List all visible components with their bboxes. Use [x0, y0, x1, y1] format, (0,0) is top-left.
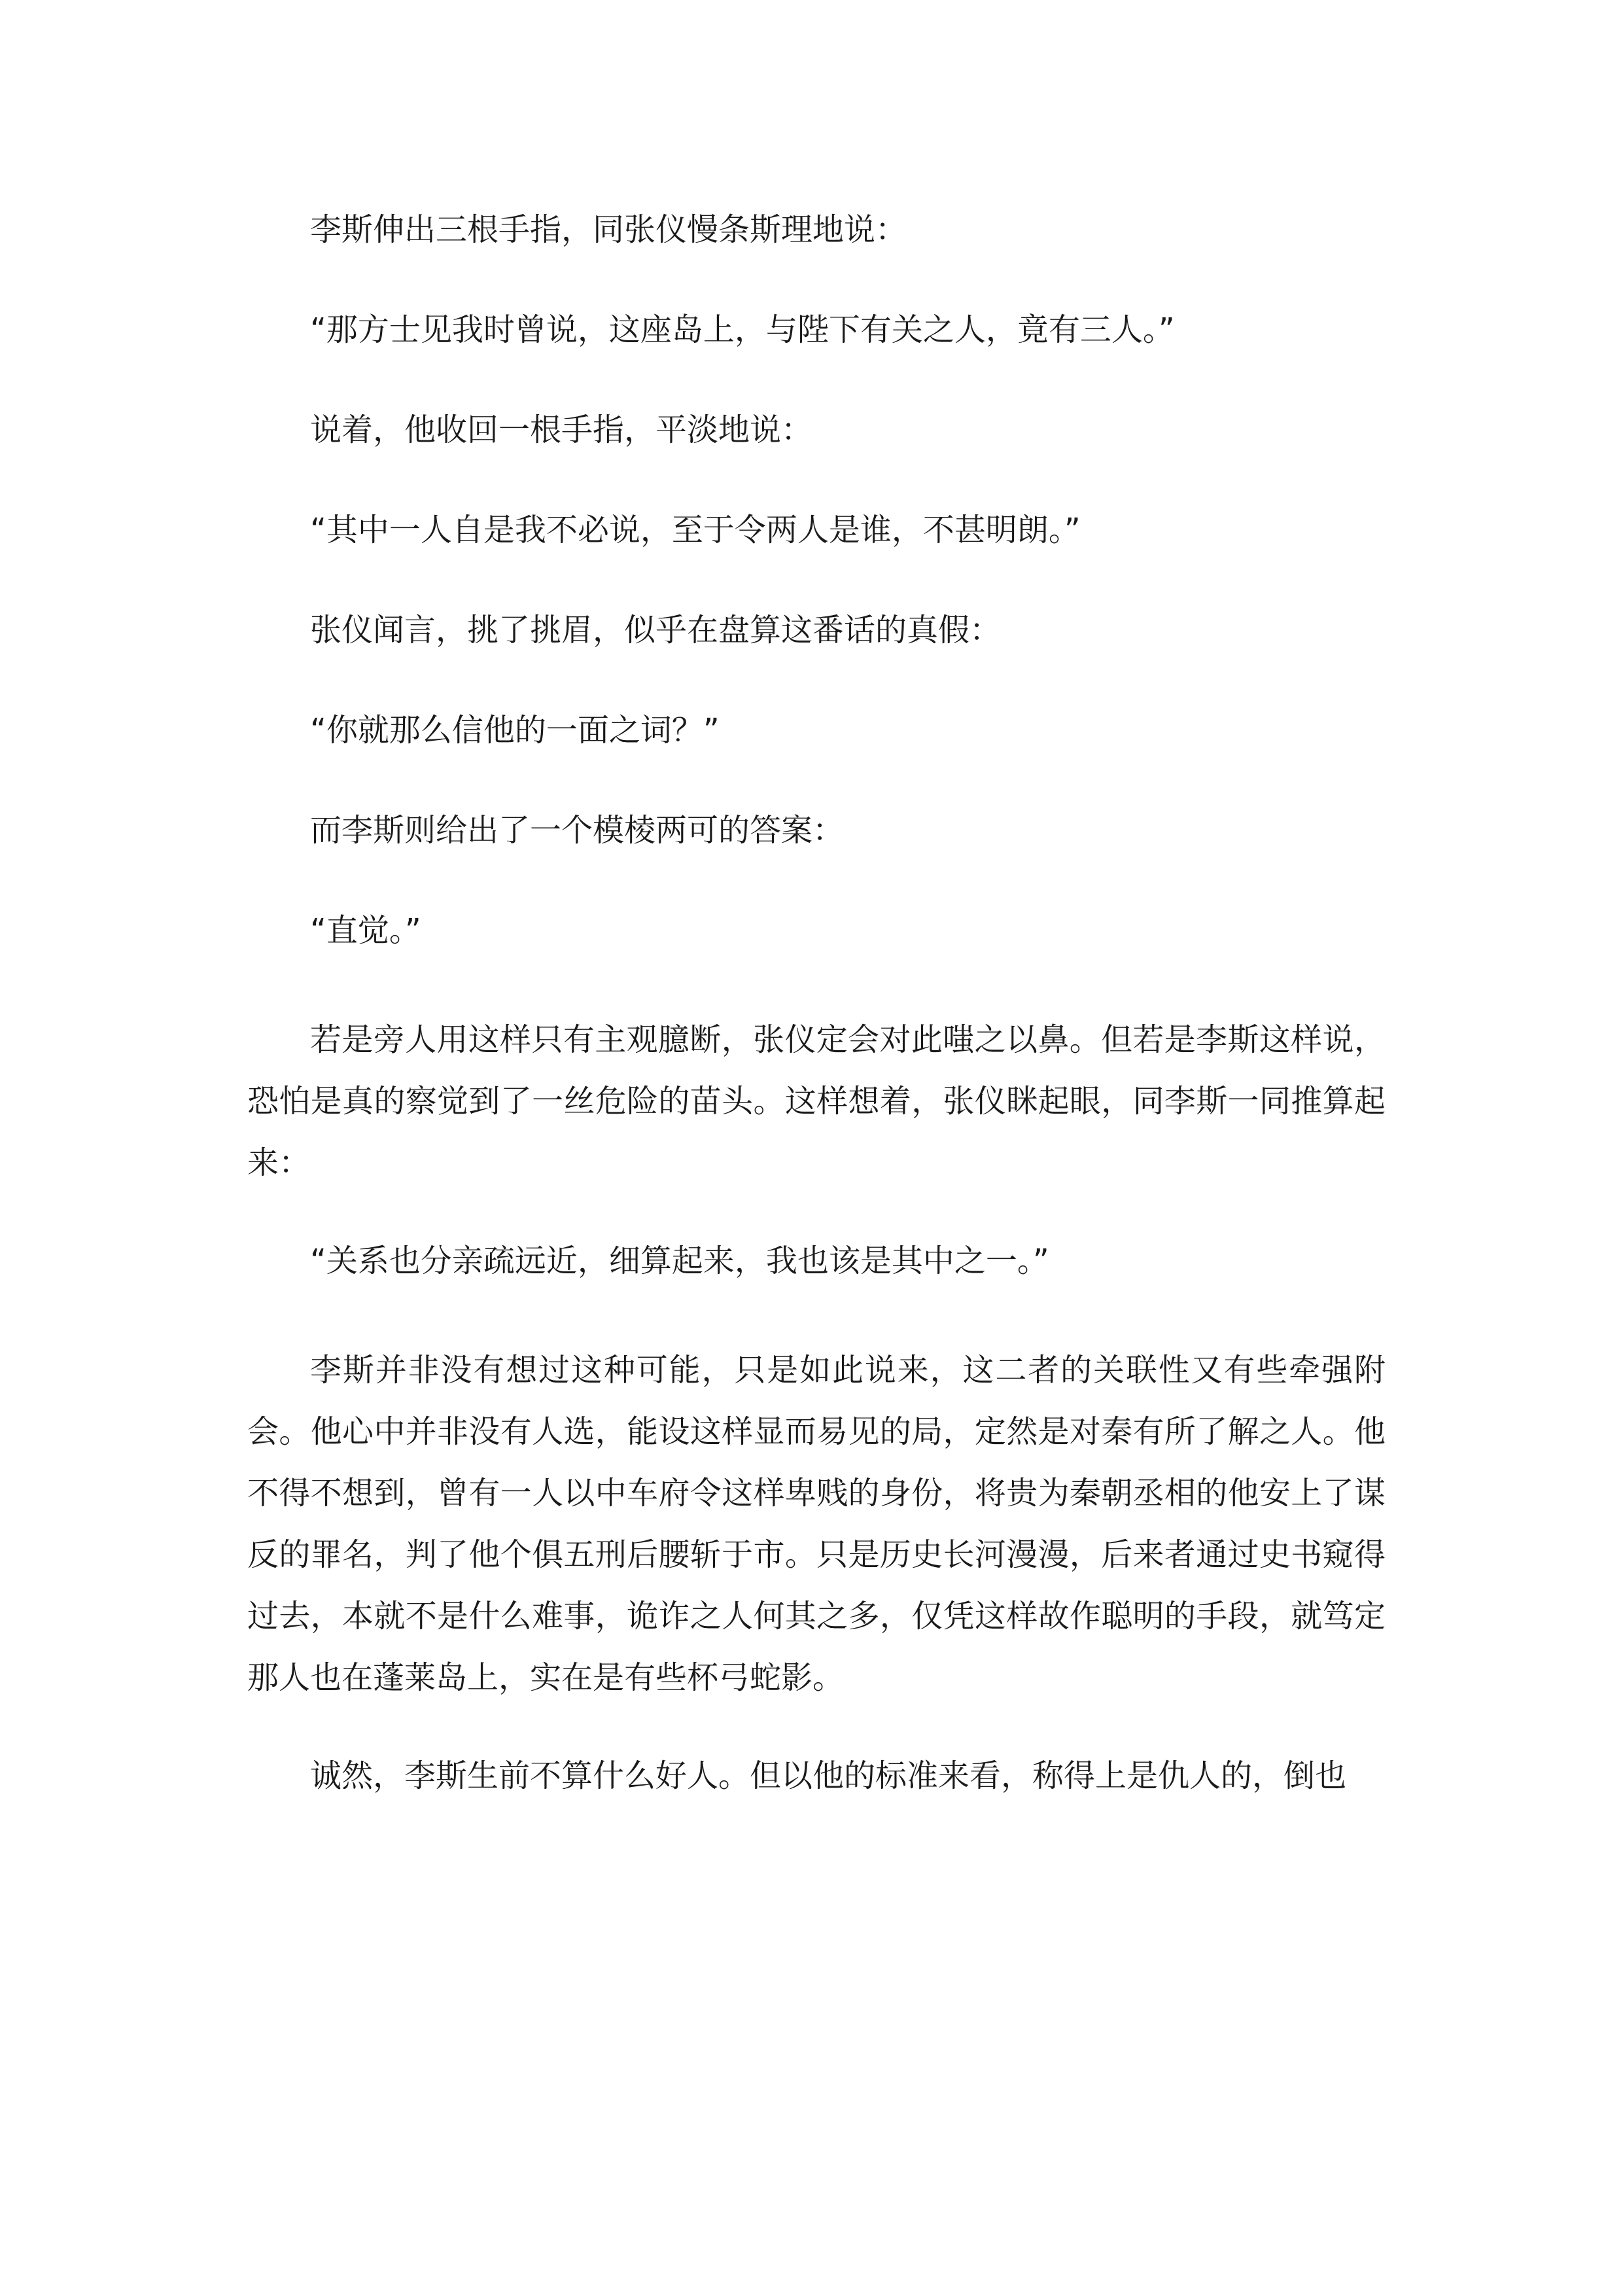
paragraph-1: 李斯伸出三根手指，同张仪慢条斯理地说：	[310, 211, 907, 248]
paragraph-3: 说着，他收回一根手指，平淡地说：	[310, 412, 813, 448]
paragraph-9: 若是旁人用这样只有主观臆断，张仪定会对此嗤之以鼻。但若是李斯这样说，恐怕是真的察觉到了一丝危险的苗头。这样想着，张仪眯起眼，同李斯一同推算起来：	[247, 1021, 1386, 1181]
paragraph-2: “那方士见我时曾说，这座岛上，与陛下有关之人，竟有三人。”	[310, 311, 1175, 348]
paragraph-5: 张仪闻言，挑了挑眉，似乎在盘算这番话的真假：	[310, 612, 1002, 648]
document-page	[247, 208, 1386, 1797]
paragraph-7: 而李斯则给出了一个模棱两可的答案：	[310, 812, 845, 849]
paragraph-11: 李斯并非没有想过这种可能，只是如此说来，这二者的关联性又有些牵强附会。他心中并非没有人选，能设这样显而易见的局，定然是对秦有所了解之人。他不得不想到，曾有一人以中车府令这样卑贱的身份，将贵为秦朝丞相的他安上了谋反的罪名，判了他个俱五刑后腰斩于市。只是历史长河漫漫，后来者通过史书窥得过去，本就不是什么难事，诡诈之人何其之多，仅凭这样故作聪明的手段，就笃定那人也在蓬莱岛上，实在是有些杯弓蛇影。	[247, 1352, 1386, 1696]
paragraph-8: “直觉。”	[310, 912, 421, 949]
paragraph-4: “其中一人自是我不必说，至于令两人是谁，不甚明朗。”	[310, 512, 1081, 548]
paragraph-6: “你就那么信他的一面之词？”	[310, 712, 720, 749]
paragraph-10: “关系也分亲疏远近，细算起来，我也该是其中之一。”	[310, 1243, 1049, 1279]
paragraph-12: 诚然，李斯生前不算什么好人。但以他的标准来看，称得上是仇人的，倒也	[310, 1757, 1347, 1794]
